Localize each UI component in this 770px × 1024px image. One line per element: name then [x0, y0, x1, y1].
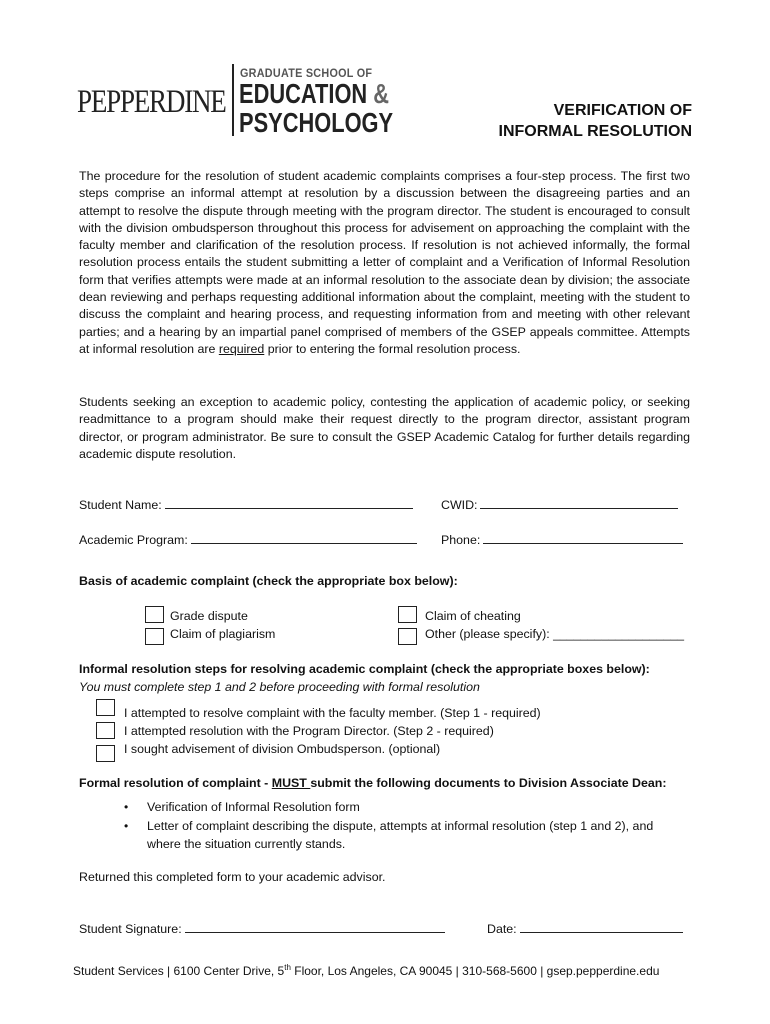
plagiarism-label: Claim of plagiarism — [170, 627, 276, 641]
cwid-field[interactable] — [441, 496, 678, 512]
basis-heading: Basis of academic complaint (check the appropriate box below): — [79, 574, 458, 588]
phone-line[interactable] — [483, 531, 683, 544]
page-title — [412, 100, 692, 142]
logo-school-label: GRADUATE SCHOOL OF — [240, 66, 373, 80]
step3-checkbox[interactable] — [96, 745, 115, 762]
step2-checkbox[interactable] — [96, 722, 115, 739]
student-name-field[interactable] — [79, 496, 413, 512]
cheating-checkbox[interactable] — [398, 606, 417, 623]
informal-note: You must complete step 1 and 2 before proceeding with formal resolution — [79, 680, 480, 694]
step1-checkbox[interactable] — [96, 699, 115, 716]
other-label[interactable]: Other (please specify): ___________________ — [425, 627, 685, 641]
footer-text-2: Floor, Los Angeles, CA 90045 | 310-568-5600 | gsep.pepperdine.edu — [290, 964, 660, 978]
returned-note: Returned this completed form to your academic advisor. — [79, 870, 386, 884]
pepperdine-logo-wordmark: PEPPERDINE — [77, 84, 226, 120]
date-label: Date: — [487, 922, 517, 936]
formal-item-1-text: Verification of Informal Resolution form — [147, 800, 360, 814]
step1-label: I attempted to resolve complaint with the faculty member. (Step 1 - required) — [124, 706, 541, 720]
phone-field[interactable] — [441, 531, 683, 547]
formal-heading-post: submit the following documents to Division Associate Dean: — [310, 776, 667, 790]
formal-heading-must: MUST — [271, 776, 311, 790]
footer-sup: th — [284, 963, 291, 972]
academic-program-line[interactable] — [191, 531, 417, 544]
exception-paragraph: Students seeking an exception to academic policy, contesting the application of academic policy, or seeking readmittance to a program should make their request directly to the program director, assistant program director, or program administrator. Be sure to consult the GSEP Academic Catalog for further details regarding academic dispute resolution. — [79, 395, 690, 461]
cwid-label: CWID: — [441, 498, 478, 512]
student-signature-field[interactable] — [79, 920, 445, 936]
informal-heading: Informal resolution steps for resolving academic complaint (check the appropriate boxes below): — [79, 662, 650, 676]
other-checkbox[interactable] — [398, 628, 417, 645]
bullet-1: • — [124, 800, 129, 814]
cwid-line[interactable] — [480, 496, 678, 509]
footer-text-1: Student Services | 6100 Center Drive, 5 — [73, 964, 285, 978]
footer-contact — [73, 963, 659, 978]
title-line-1: VERIFICATION OF — [553, 102, 692, 119]
procedure-text: The procedure for the resolution of student academic complaints comprises a four-step process. The first two steps comprise an informal attempt at resolution by a discussion between the disagreeing parties and an attempt to resolve the dispute through meeting with the program director. The student is encouraged to consult with the division ombudsperson throughout this process for advisement on approaching the complaint with the faculty member and clarification of the resolution process. If resolution is not achieved informally, the formal resolution process entails the student submitting a letter of complaint and a Verification of Informal Resolution form that verifies attempts were made at an informal resolution to the associate dean by division; the associate dean reviewing and perhaps requesting additional information about the complaint, meeting with the student to discuss the complaint and hearing process, and requesting information from and meeting with other relevant parties; and a hearing by an impartial panel comprised of members of the GSEP appeals committee. Attempts at informal resolution are — [79, 169, 690, 356]
logo-education — [239, 80, 389, 108]
required-emphasis: required — [218, 341, 265, 356]
date-field[interactable] — [487, 920, 683, 936]
grade-dispute-checkbox[interactable] — [145, 606, 164, 623]
date-line[interactable] — [520, 920, 683, 933]
academic-program-label: Academic Program: — [79, 533, 188, 547]
student-signature-line[interactable] — [185, 920, 445, 933]
grade-dispute-label: Grade dispute — [170, 609, 248, 623]
step3-label: I sought advisement of division Ombudsperson. (optional) — [124, 742, 441, 756]
formal-item-2-text: Letter of complaint describing the dispute, attempts at informal resolution (step 1 and 2), and where the situation currently stands. — [147, 819, 654, 851]
student-name-label: Student Name: — [79, 498, 162, 512]
academic-program-field[interactable] — [79, 531, 417, 547]
phone-label: Phone: — [441, 533, 481, 547]
procedure-text-end: prior to entering the formal resolution process. — [264, 341, 521, 356]
logo-divider — [232, 64, 234, 136]
formal-item-1 — [124, 800, 684, 814]
formal-item-2 — [124, 818, 684, 853]
step2-label: I attempted resolution with the Program Director. (Step 2 - required) — [124, 724, 494, 738]
plagiarism-checkbox[interactable] — [145, 628, 164, 645]
title-line-2: INFORMAL RESOLUTION — [498, 123, 692, 140]
logo-psychology: PSYCHOLOGY — [239, 107, 394, 138]
logo-education-text: EDUCATION — [239, 78, 368, 109]
logo-ampersand: & — [373, 78, 390, 109]
student-signature-label: Student Signature: — [79, 922, 182, 936]
formal-heading-pre: Formal resolution of complaint - — [79, 776, 272, 790]
student-name-line[interactable] — [165, 496, 413, 509]
formal-heading — [79, 776, 666, 790]
cheating-label: Claim of cheating — [425, 609, 521, 623]
bullet-2: • — [124, 819, 129, 833]
procedure-paragraph — [79, 168, 690, 358]
